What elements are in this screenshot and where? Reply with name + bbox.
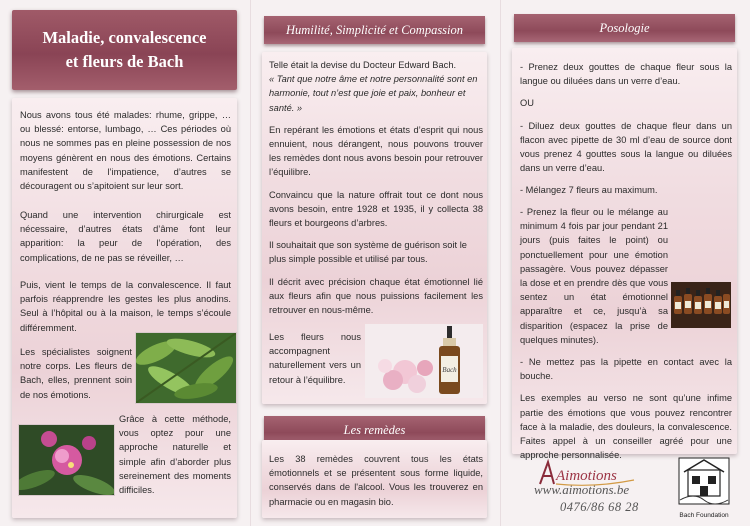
- left-text-block-2: [20, 208, 231, 273]
- bach-bottle-photo: [365, 324, 483, 398]
- posologie-item-1: - Prenez deux gouttes de chaque fleur sous la langue ou diluées dans un verre d’eau.: [520, 62, 732, 87]
- middle-paragraph-3: Convaincu que la nature offrait tout ce dont nous avons besoin, entre 1928 et 1935, il y collecta 38 fleurs et bourgeons d’arbres.: [269, 189, 483, 229]
- middle-text-block-3: [269, 452, 483, 517]
- middle-text-block: [269, 58, 483, 325]
- middle-paragraph-4: Il souhaitait que son système de guérison soit le plus simple possible et utilisé par tous.: [269, 240, 467, 265]
- middle-paragraph-5: Il décrit avec précision chaque état émotionnel lié aux fleurs afin que nous puissions facilement les retrouver en nous-même.: [269, 276, 483, 316]
- posologie-item-5: - Ne mettez pas la pipette en contact avec la bouche.: [520, 357, 732, 382]
- title-banner: [12, 10, 237, 90]
- left-column: [0, 0, 250, 526]
- left-text-block-4: [20, 345, 132, 410]
- motto-quote: « Tant que notre âme et notre personnalité sont en harmonie, tout n’est que joie et paix, bonheur et santé. »: [269, 74, 478, 113]
- tab-posologie: Posologie: [514, 14, 735, 42]
- posologie-note: Les exemples au verso ne sont qu’une infime partie des émotions que vous pouvez rencontrer face à la maladie, des douleurs, la convalescence. Faites appel à un conseiller agréé pour une approche personnalisée.: [520, 393, 732, 461]
- bottles-photo: [671, 282, 731, 328]
- leaves-photo: [135, 332, 237, 404]
- page-title: Maladie, convalescence et fleurs de Bach: [42, 28, 207, 71]
- left-paragraph-2: Quand une intervention chirurgicale est nécessaire, d’autres états d’âme font leur apparition: la peur de l’opération, des complications, de ne pas se réveiller, …: [20, 210, 231, 263]
- left-paragraph-1: Nous avons tous été malades: rhume, grippe, … ou blessé: entorse, lumbago, … Ces périodes où nous ne sommes pas en pleine possession de nos moyens génèrent en nous des émotions. Certains manifestent de l’impatience, d’autres se découragent ou s’apitoient sur leur sort.: [20, 110, 231, 192]
- left-text-block-5: [119, 412, 231, 505]
- right-text-block: [520, 60, 732, 206]
- tab-humilite: Humilité, Simplicité et Compassion: [264, 16, 485, 44]
- bottle-label: Bach: [442, 366, 457, 374]
- tab-remedes: Les remèdes: [264, 416, 485, 444]
- posologie-or: OU: [520, 98, 534, 109]
- posologie-item-4-text: - Prenez la fleur ou le mélange au minimum 4 fois par jour pendant 21 jours (puis faites le point) ou ponctuellement pour une émotion passagère. Vous pouvez dépasser la dose et en prendre dès que vous sentez un état émotionnel apparaître et ce, jusqu’à sa disparition (espacez la prise de quelques minutes).: [520, 207, 668, 345]
- left-text-block: [20, 108, 231, 201]
- left-paragraph-4: Les spécialistes soignent notre corps. Les fleurs de Bach, elles, prennent soin de nos émotions.: [20, 347, 132, 400]
- middle-text-block-2: [269, 330, 361, 395]
- foundation-label: Bach Foundation: [679, 512, 729, 519]
- website-link[interactable]: www.aimotions.be: [534, 482, 630, 497]
- middle-paragraph-6: Les fleurs nous accompagnent naturellement vers un retour à l’équilibre.: [269, 332, 361, 385]
- posologie-item-3: - Mélangez 7 fleurs au maximum.: [520, 185, 658, 196]
- left-paragraph-5: Grâce à cette méthode, vous optez pour une approche naturelle et simple afin d’aborder plus sereinement des moments difficiles.: [119, 414, 231, 496]
- posologie-item-2: - Diluez deux gouttes de chaque fleur dans un flacon avec pipette de 30 ml d’eau de source dont vous prenez 4 gouttes sous la langue ou diluées dans un verre d’eau.: [520, 120, 732, 174]
- bach-foundation-logo: [674, 456, 734, 520]
- middle-paragraph-2: En repérant les émotions et états d’esprit qui nous ennuient, nous dérangent, nous pouvons trouver les remèdes dont nous avons besoin pour retrouver l’équilibre.: [269, 124, 483, 178]
- pink-flower-photo: [18, 424, 115, 496]
- middle-paragraph-7: Les 38 remèdes couvrent tous les états émotionnels et se présentent sous forme liquide, conservés dans de l'alcool. Vous les trouverez en pharmacie ou en magasin bio.: [269, 454, 483, 507]
- phone-number[interactable]: 0476/86 68 28: [560, 500, 639, 514]
- brand-name: Aimotions: [556, 468, 617, 484]
- right-column: [500, 0, 750, 526]
- motto-intro: Telle était la devise du Docteur Edward Bach.: [269, 60, 457, 70]
- right-text-block-3: [520, 205, 732, 470]
- left-paragraph-3: Puis, vient le temps de la convalescence. Il faut parfois réapprendre les gestes les plus anodins. Seul à l’hôpital ou à la maison, le temps s’écoule différemment.: [20, 280, 231, 333]
- middle-column: [250, 0, 500, 526]
